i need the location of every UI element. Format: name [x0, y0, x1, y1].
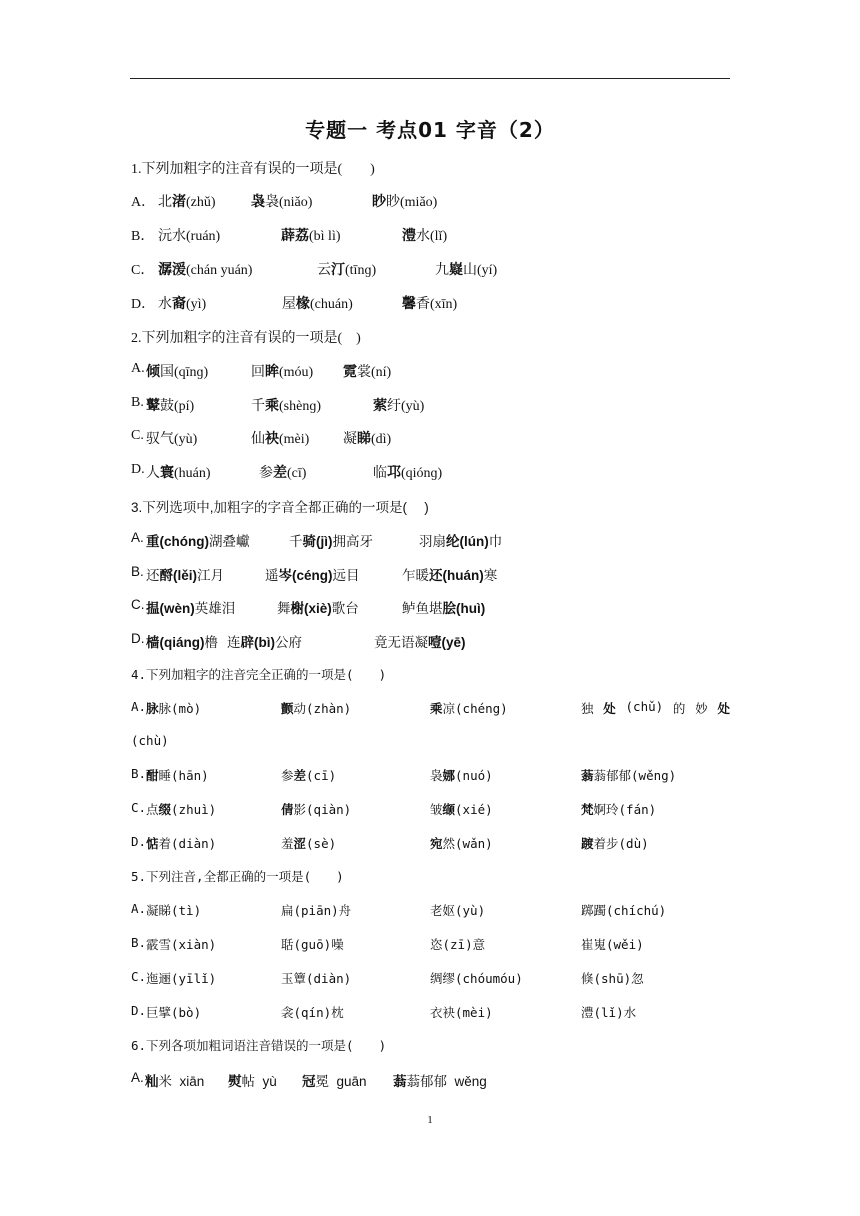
question-2-option-c: C. 驭气(yù) 仙袂(mèi) 凝睇(dì) [131, 428, 392, 447]
question-5-option-b: B. 霰雪(xiàn) 聒(guō)噪 恣(zī)意 崔嵬(wěi) [131, 935, 644, 952]
question-4-option-b: B. 酣睡(hān) 参差(cī) 袅娜(nuó) 蓊蓊郁郁(wěng) [131, 766, 677, 783]
question-1-option-a: A． 北渚(zhǔ) 袅袅(niǎo) 眇眇(miǎo) [131, 195, 438, 210]
question-4-stem: 4.下列加粗字的注音完全正确的一项是( ) [131, 667, 387, 682]
question-2-option-b: B. 鼙鼓(pí) 千乘(shènɡ) 萦纡(yù) [131, 395, 425, 414]
question-4-option-d: D. 惦着(diàn) 羞涩(sè) 宛然(wǎn) 踱着步(dù) [131, 834, 649, 851]
question-2-option-a: A. 倾国(qīnɡ) 回眸(móu) 霓裳(ní) [131, 361, 392, 380]
question-1-option-b: B． 沅水(ruán) 薜荔(bì lì) 澧水(lǐ) [131, 229, 448, 244]
page-number: 1 [427, 1114, 433, 1126]
header-rule [130, 78, 730, 79]
question-1-stem: 1.下列加粗字的注音有误的一项是( ) [131, 162, 375, 177]
question-5-stem: 5.下列注音,全都正确的一项是( ) [131, 869, 344, 884]
question-3-option-b: B. 还酹(lěi)江月 遥岑(céng)远目 乍暖还(huán)寒 [131, 564, 498, 583]
question-3-option-d: D. 樯(qiáng)橹 连辟(bì)公府 竟无语凝噎(yē) [131, 631, 466, 650]
question-2-stem: 2.下列加粗字的注音有误的一项是( ) [131, 331, 361, 346]
question-3-option-c: C. 揾(wèn)英雄泪 舞榭(xiè)歌台 鲈鱼堪脍(huì) [131, 597, 486, 616]
page-title: 专题一 考点01 字音（2） [305, 118, 555, 142]
question-6-option-a: A. 籼米 xiān 熨帖 yù 冠冕 guān 蓊蓊郁郁 wěng [131, 1070, 487, 1089]
question-4-option-a-continued: (chù) [131, 733, 169, 748]
question-6-stem: 6.下列各项加粗词语注音错误的一项是( ) [131, 1038, 387, 1053]
question-3-option-a: A. 重(chóng)湖叠巘 千骑(jì)拥高牙 羽扇纶(lún)巾 [131, 530, 503, 549]
question-5-option-c: C. 迤逦(yīlǐ) 玉簟(diàn) 绸缪(chóumóu) 倏(shū)忽 [131, 969, 644, 986]
question-4-option-c: C. 点缀(zhuì) 倩影(qiàn) 皱缬(xié) 梵婀玲(fán) [131, 800, 657, 817]
question-1-option-d: D． 水裔(yì) 屋椽(chuán) 馨香(xīn) [131, 297, 458, 312]
question-3-stem: 3.下列选项中,加粗字的字音全都正确的一项是( ) [131, 500, 429, 515]
question-5-option-a: A. 凝睇(tì) 扁(piān)舟 老妪(yù) 踯躅(chíchú) [131, 901, 667, 918]
question-4-option-a: A. 脉脉(mò) 颤动(zhàn) 乘凉(chéng) 独 处 (chǔ) 的 妙 处 [131, 699, 730, 716]
question-5-option-d: D. 巨擘(bò) 衾(qín)枕 衣袂(mèi) 澧(lǐ)水 [131, 1003, 637, 1020]
question-2-option-d: D. 人寰(huán) 参差(cī) 临邛(qiónɡ) [131, 462, 443, 481]
question-1-option-c: C． 潺湲(chán yuán) 云汀(tīnɡ) 九嶷山(yí) [131, 263, 498, 278]
